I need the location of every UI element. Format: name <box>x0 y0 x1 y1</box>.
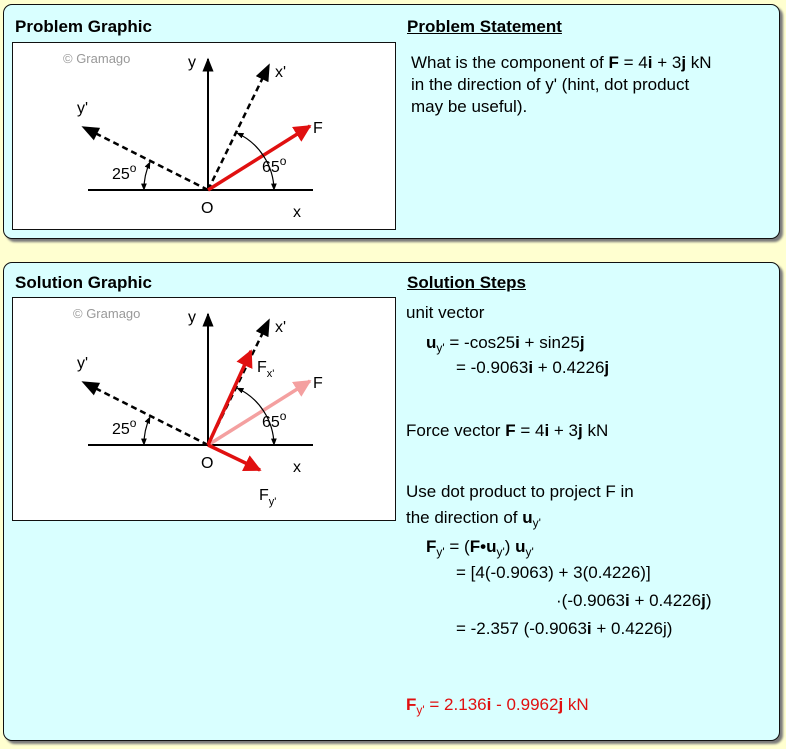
angle-arc-25 <box>144 162 150 190</box>
watermark: © Gramago <box>73 306 141 321</box>
problem-panel <box>3 4 780 239</box>
x-label: x <box>293 204 301 221</box>
watermark: © Gramago <box>63 51 131 66</box>
force-vector-line: Force vector F = 4i + 3j kN <box>406 421 609 440</box>
y-prime-label: y' <box>77 355 89 372</box>
y-label: y <box>188 309 196 326</box>
force-label: F <box>313 120 323 137</box>
problem-statement <box>411 52 761 118</box>
projection-bracket: = [4(-0.9063) + 3(0.4226)] <box>456 563 651 582</box>
x-prime-label: x' <box>275 64 287 81</box>
y-prime-label: y' <box>77 100 89 117</box>
y-prime-axis <box>83 382 208 445</box>
statement-line-2: in the direction of y' (hint, dot product <box>411 75 690 94</box>
force-label: F <box>313 375 323 392</box>
x-prime-label: x' <box>275 319 287 336</box>
solution-diagram <box>13 298 397 522</box>
force-x-prime-label: $F_{x'}$ <box>257 359 275 380</box>
origin-label: O <box>201 200 214 217</box>
solution-graphic-title: Solution Graphic <box>15 273 152 292</box>
problem-graphic-title: Problem Graphic <box>15 17 152 36</box>
projection-times: ·(-0.9063i + 0.4226j) <box>556 591 712 610</box>
unit-vector-numeric: = -0.9063i + 0.4226j <box>456 358 610 377</box>
dot-product-line-2: the direction of $u_{y'}$ <box>406 508 541 530</box>
y-prime-axis <box>83 127 208 190</box>
x-label: x <box>293 459 301 476</box>
solution-graphic <box>12 297 396 521</box>
statement-line-3: may be useful). <box>411 97 528 116</box>
dot-product-line-1: Use dot product to project F in <box>406 482 634 501</box>
problem-graphic <box>12 42 396 230</box>
angle-arc-25 <box>144 417 150 445</box>
unit-vector-label: unit vector <box>406 303 485 322</box>
angle-label-25: 25$^o$ <box>112 416 137 438</box>
angle-label-65: 65$^o$ <box>262 154 287 176</box>
final-answer: $F_{y'} = 2.136i - 0.9962j$ kN <box>406 695 589 717</box>
force-y-prime-label: $F_{y'}$ <box>259 487 277 508</box>
problem-statement-title: Problem Statement <box>407 17 562 36</box>
unit-vector-eq: $u_{y'} = -\cos 25i + \sin 25j$ <box>426 333 585 355</box>
angle-label-25: 25$^o$ <box>112 161 137 183</box>
y-label: y <box>188 54 196 71</box>
projection-result: = -2.357 (-0.9063i + 0.4226j) <box>456 619 673 638</box>
origin-label: O <box>201 455 214 472</box>
force-y-prime-component <box>208 445 260 470</box>
angle-label-65: 65$^o$ <box>262 409 287 431</box>
projection-eq: $F_{y'}$ = $(F•u_{y'})$ $u_{y'}$ <box>426 537 534 559</box>
problem-diagram <box>13 43 397 231</box>
solution-steps-title: Solution Steps <box>407 273 526 292</box>
solution-panel <box>3 262 780 741</box>
statement-line-1: What is the component of F = 4i + 3j kN <box>411 53 712 72</box>
